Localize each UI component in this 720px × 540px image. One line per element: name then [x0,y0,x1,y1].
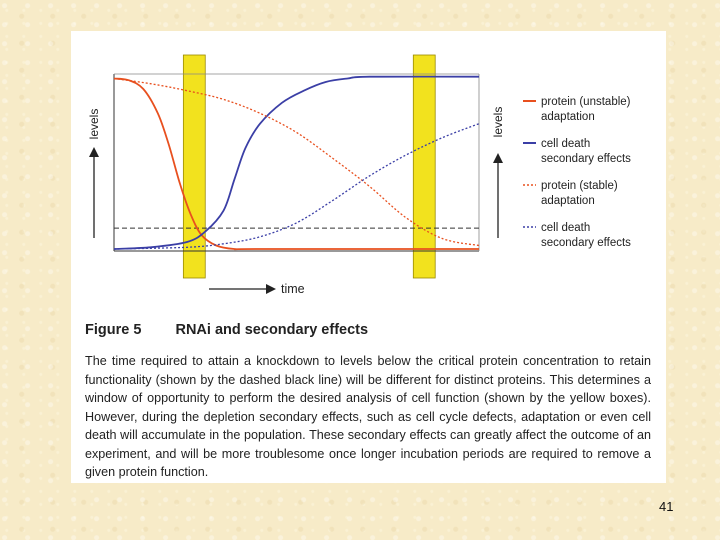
figure-title: RNAi and secondary effects [175,322,369,338]
window-box-2 [413,55,435,278]
figure-panel [71,31,666,483]
right-levels-arrow [493,153,503,238]
legend-label-4-line1: cell death [541,222,591,234]
legend-label-3-line1: protein (stable) [541,180,618,192]
page-number: 41 [659,499,674,514]
window-box-1 [183,55,205,278]
legend-label-1-line1: protein (unstable) [541,96,631,108]
figure-label: Figure 5 [85,322,142,338]
chart-legend [523,96,631,249]
legend-label-3-line2: adaptation [541,195,595,207]
figure-caption-text: The time required to attain a knockdown to levels below the critical protein concentration to retain functionality (shown by the dashed black line) will be different for distinct proteins. This determines a window of opportunity to perform the desired analysis of cell function (shown by the yellow boxes). However, during the depletion secondary effects, such as cell cycle defects, adaptation or even cell death will accumulate in the population. These secondary effects can greatly affect the outcome of an experiment, and will be more troublesome once longer incubation periods are required to remove a given protein function. [85,354,651,479]
right-levels-label: levels [491,106,505,138]
time-arrow [209,284,276,294]
left-levels-label: levels [87,108,101,140]
legend-label-4-line2: secondary effects [541,237,631,249]
left-levels-arrow [89,147,99,238]
legend-label-2-line2: secondary effects [541,153,631,165]
figure-caption-title [85,322,368,338]
legend-label-2-line1: cell death [541,138,591,150]
rnai-chart [71,31,666,316]
legend-label-1-line2: adaptation [541,111,595,123]
time-label: time [281,282,305,296]
